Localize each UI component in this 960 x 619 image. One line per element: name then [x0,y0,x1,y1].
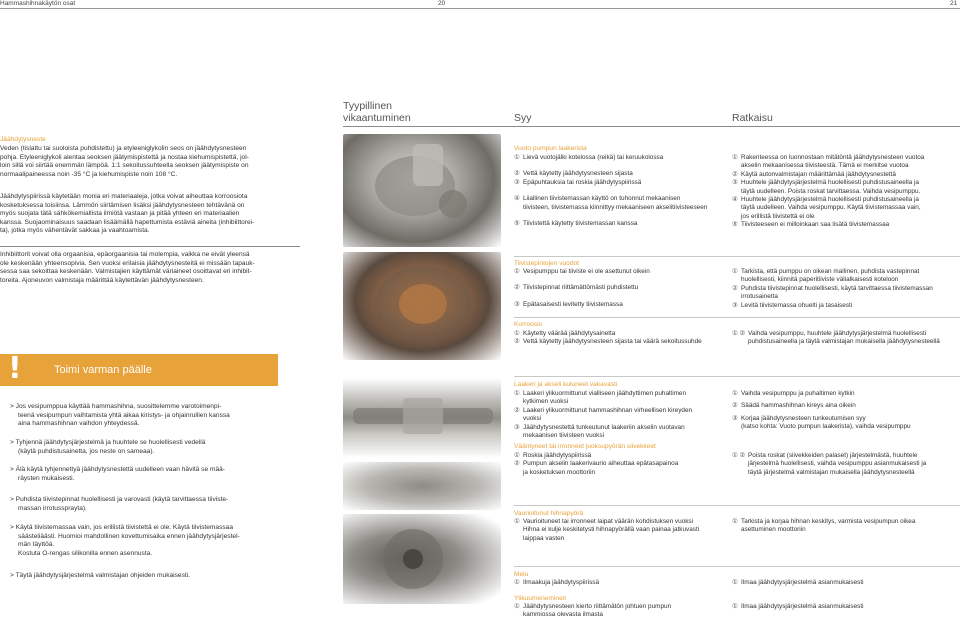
tip-1 [10,403,295,429]
item-text: Epäpuhtauksia tai roskia jäähdytyspiirissä [523,178,642,186]
text-line: loin sillä voi siirtää enemmän lämpöä. 1:1 sekoitussuhteella seoksen jäätymispiste on [0,162,249,170]
text-line: Inhibiittorit voivat olla orgaanisia, epäorgaanisia tai molempia, vaikka ne eivät yleensä [0,251,250,258]
section-rule [514,317,960,318]
item-text: mekaanisen tiivisteen vuoksi [523,432,604,440]
item-number: ① [514,452,520,459]
item-text: huolellisesti, kiinnitä paperitiiviste välialkaisesti koteloon [741,276,899,284]
item-text: Laakeri ylikuormittunut hammashihnan virheellisen kireyden [523,406,693,414]
item-text: Tarkista, että pumppu on oikean mallinen, puhdista vastepinnat [741,268,920,275]
item-number: ① ② [732,330,746,337]
cause-item [514,195,729,212]
shaft-shape [343,378,501,458]
paragraph-rule [0,246,300,247]
exclamation-icon: ! [8,351,22,386]
section-title: Korroosio [514,321,543,328]
item-text: Epätasaisesti levitetty tiivistemassa [523,300,623,308]
solution-item [732,154,960,171]
solution-item [732,330,960,347]
item-text: Rakenteessa on luonnostaan mitätöntä jäähdytysnesteen vuotoa [741,154,925,161]
text-line: Jäähdytyspiirissä käytetään monia eri materiaaleja, jotka voivat aiheuttaa korroosiota [0,193,248,200]
item-text: kammiossa olevasta ilmasta [523,611,603,619]
item-text: täytä uudelleen. Poista roskat tarvittaessa. Vaihda vesipumppu. [741,187,921,195]
section-title: Vääntyneet tai irronneet juoksupyörän siivekkeet [514,443,656,450]
impeller-photo [343,462,501,510]
item-text: Käytetty väärää jäähdytysainetta [523,330,616,337]
cause-item [514,390,729,407]
column-heading-damage-line2: vikaantuminen [343,112,411,124]
tip-2 [10,439,295,456]
item-number: ① [732,518,738,525]
warning-title: Toimi varman päälle [54,364,152,376]
item-number: ③ [514,178,520,186]
pump-housing-shape [343,252,501,360]
item-number: ② [732,284,738,292]
cause-item [514,424,729,441]
text-line: massan irrotussprayta). [18,504,87,512]
item-number: ④ [514,195,520,203]
text-line: Veden (tislattu tai suoloista puhdistettu) ja etyleeniglykolin seos on jäähdytysnesteen [0,145,247,152]
column-heading-damage [343,100,411,124]
item-number: ② [514,170,520,178]
item-text: vuoksi [523,415,542,423]
section-title: Tiivistepintojen vuodot [514,260,579,267]
text-line: pohja. Etyleeniglykoli alentaa seoksen jäätymispistettä ja nostaa kiehumispistettä, jol- [0,153,249,161]
item-text: Ilmaakuja jäähdytyspiirissä [523,579,600,586]
item-number: ③ [732,179,738,187]
text-line: sessa saa sekoittaa keskenään. Valmistajien käyttämät väriaineet osoittavat eri inhibit- [0,268,252,276]
item-number: ① [732,390,738,397]
item-number: ② [514,406,520,414]
tip-5 [10,524,295,558]
solution-list [732,154,960,230]
item-number: ④ [732,196,738,204]
item-text: puhdistusaineella ja täytä valmistajan mukaisella jäähdytysnesteellä [748,338,940,346]
item-text: jos erillistä tiivistettä ei ole [741,212,815,220]
cause-item [514,579,729,587]
item-text: Levitä tiivistemassa ohuelti ja tasaisesti [741,301,853,309]
text-line: > Älä käytä tyhjennettyä jäähdytysnestettä uudelleen vaan hävitä se mää- [10,466,225,473]
cause-item [514,407,729,424]
solution-item [732,415,960,432]
cause-item [514,154,729,162]
item-number: ② [514,460,520,468]
item-text: Vesipumppu tai tiiviste ei ole asettunut oikein [523,268,650,275]
solution-list [732,268,960,310]
shaft-wear-photo [343,378,501,458]
text-line: teenä vesipumpun vaihtamista yhtä aikaa kiristys- ja ohjainrullien kanssa [18,411,230,419]
item-text: Vaurioituneet tai irronneet laipat väärän kohdistuksen vuoksi [523,518,694,525]
cause-item [514,518,729,543]
cause-item [514,603,729,619]
item-number: ① [732,268,738,275]
solution-item [732,171,960,179]
header-rule [0,8,960,9]
item-number: ⑤ [732,221,738,229]
water-pump-leak-photo [343,134,501,247]
solution-item [732,452,960,477]
item-text: asettuminen moottoriin [741,526,806,534]
text-line: > Puhdista tiivistepinnat huolellisesti ja varovasti (käytä tarvittaessa tiiviste- [10,496,229,503]
solution-item [732,518,960,535]
section-title: Ylikuumeneminen [514,595,567,602]
item-number: ② [732,402,738,410]
solution-list [732,518,960,535]
item-text: ja kosketuksen moottoriin [523,468,596,476]
item-text: Huuhtele jäähdytysjärjestelmä huolellisesti puhdistusaineella ja [741,196,919,204]
cause-item [514,179,729,187]
text-line: myös suojata tätä sähkökemiallista ilmiötä vastaan ja pitää yhteen eri materiaalien [0,210,240,218]
item-text: Laakeri ylikuormittunut vialliseen jäähdyttimen puhaltimen [523,390,687,397]
pulley-shape [343,514,501,604]
item-number: ① ② [732,452,746,459]
item-text: järjestelmä huolellisesti, vaihda vesipumppu asianmukaisesti ja [748,460,927,468]
solution-list [732,452,960,477]
item-number: ① [514,330,520,337]
text-line: kosketuksessa toisiinsa. Lämmön siirtämisen lisäksi jäähdytysnesteen tehtävänä on [0,201,245,209]
item-number: ① [732,154,738,161]
solution-list [732,603,960,611]
item-text: akselin mekaanisessa tiivisteestä. Tämä ei merkitse vuotoa [741,162,909,170]
item-text: Poista roskat (siivekkeiden palaset) järjestelmästä, huuhtele [748,452,918,459]
section-title: Melu [514,571,529,578]
cause-item [514,330,729,338]
item-text: Hihna ei kulje keskitetysti hihnapyörällä vaan painaa jatkuvasti [523,526,700,534]
page-number-left: 20 [438,0,446,7]
solution-item [732,302,960,310]
pulley-damage-photo [343,514,501,604]
solution-item [732,196,960,221]
solution-item [732,179,960,196]
cause-item [514,284,729,292]
coolant-paragraph-2 [0,193,290,236]
running-header-title: Hammashihnakäytön osat [0,0,76,7]
text-line: Kostuta O-rengas silikonilla ennen asennusta. [18,549,153,557]
text-line: > Jos vesipumppua käyttää hammashihna, suosittelemme varotoimenpi- [10,403,222,410]
column-heading-solution: Ratkaisu [732,112,773,124]
item-number: ③ [732,414,738,422]
solution-list [732,330,960,347]
item-text: laippaa vasten [523,534,565,542]
cause-item [514,268,729,276]
item-text: Säädä hammashihnan kireys aina oikein [741,402,856,410]
solution-item [732,221,960,229]
cause-item [514,220,729,228]
item-text: Roskia jäähdytyspiirissä [523,452,592,459]
item-text: Vaihda vesipumppu, huuhtele jäähdytysjärjestelmä huolellisesti [748,330,927,337]
solution-list [732,390,960,432]
page-number-right: 21 [950,0,958,7]
item-text: Jäähdytysnestettä tunkeutunut laakeriin akselin vuotavan [523,423,685,431]
item-number: ① [514,579,520,586]
cause-item [514,301,729,309]
item-text: täytä järjestelmä valmistajan mukaisella jäähdytysnesteellä [748,468,915,476]
item-number: ① [732,603,738,610]
text-line: (käytä puhdistusainetta, jos neste on sameaa). [18,447,155,455]
solution-item [732,390,960,398]
text-line: räysten mukaisesti. [18,474,75,482]
item-text: Jäähdytysnesteen kierto riittämätön johtuen pumpun [523,603,672,610]
item-text: Puhdista tiivistepinnat huolellisesti, käytä tarvittaessa tiivistemassan [741,284,933,292]
item-text: Tiivisteeseen ei milloinkaan saa lisätä tiivistemassaa [741,221,890,229]
section-title: Vuoto pumpun laakerista [514,145,587,152]
item-text: Ilmaa jäähdytysjärjestelmä asianmukaisesti [741,579,864,586]
solution-list [732,579,960,587]
coolant-heading: Jäähdytysneste [0,136,46,143]
item-text: Vaihda vesipumppu ja puhaltimen kytkin [741,390,855,397]
cause-list [514,579,729,587]
item-text: Käytä autonvalmistajan määrittämää jäähdytysnestettä [741,170,896,178]
item-text: Vettä käytetty jäähdytysnesteen sijasta tai väärä sekoitussuhde [523,338,702,346]
tip-6 [10,572,295,581]
item-number: ⑤ [514,220,520,228]
item-text: irrotusainetta [741,293,778,301]
item-number: ② [514,338,520,346]
text-line: > Tyhjennä jäähdytysjärjestelmä ja huuhtele se huolellisesti vedellä [10,439,206,446]
item-number: ① [514,268,520,275]
text-line: toreita. Ajoneuvon valmistaja määrittää käytettävän jäähdytysnesteen. [0,276,204,284]
item-number: ① [732,579,738,586]
item-number: ① [514,154,520,161]
item-text: Tiivistepinnat riittämättömästi puhdistettu [523,284,639,292]
cause-item [514,460,729,477]
solution-item [732,579,960,587]
item-text: Korjaa jäähdytysnesteen tunkeutumisen syy [741,414,866,422]
text-line: säästeliäästi. Huomioi mahdollinen kovettumisaika ennen jäähdytysjärjestel- [18,532,240,540]
item-text: Huuhtele jäähdytysjärjestelmä huolellisesti puhdistusaineella ja [741,179,919,187]
cause-list [514,518,729,543]
cause-item [514,452,729,460]
cause-item [514,338,729,346]
item-number: ① [514,518,520,525]
text-line: kanssa. Suojaominaisuus saadaan lisäämällä hapettumista estäviä aineita (inhibiittorei- [0,218,255,226]
item-text: kytkimen vuoksi [523,398,569,406]
item-text: (katso kohta: Vuoto pumpun laakerista), vaihda vesipumppu [741,423,911,431]
tip-4 [10,496,295,513]
cause-list [514,330,729,347]
solution-item [732,603,960,611]
coolant-paragraph-3 [0,251,290,285]
text-line: ta), jotka myös vähentävät sakkaa ja vaahtoamista. [0,227,150,235]
section-title: Laakeri ja akseli kuluneet vakavasti [514,381,618,388]
section-rule [514,566,960,567]
item-number: ③ [514,300,520,308]
text-line: > Täytä jäähdytysjärjestelmä valmistajan ohjeiden mukaisesti. [10,572,191,579]
tip-3 [10,466,295,483]
item-text: Pumpun akselin laakerivaurio aiheuttaa epätasapainoa [523,460,679,468]
text-line: ole keskenään yhteensopivia. Sen vuoksi erilaisia jäähdytysnesteitä ei missään tapauk- [0,259,255,267]
item-text: tiivisteen, tiivistemassa kiinnittyy mekaaniseen akselitiivisteeseen [523,203,708,211]
item-number: ② [514,284,520,292]
cause-list [514,603,729,619]
text-line: > Käytä tiivistemassaa vain, jos erillistä tiivistettä ei ole. Käytä tiivistemassaa [10,524,233,531]
cause-list [514,154,729,228]
section-rule [514,376,960,377]
item-text: Lievä vuotojälki kotelossa (reikä) tai keruukolossa [523,154,664,161]
coolant-paragraph-1 [0,145,290,179]
column-heading-damage-line1: Tyypillinen [343,100,393,112]
cause-list [514,390,729,440]
item-text: Ilmaa jäähdytysjärjestelmä asianmukaisesti [741,603,864,610]
cause-list [514,452,729,477]
cause-list [514,268,729,309]
item-text: Liiallinen tiivistemassan käyttö on tuhonnut mekaanisen [523,195,681,203]
item-number: ③ [732,301,738,309]
text-line: män täyttöä. [18,541,55,549]
solution-item [732,268,960,285]
text-line: normaalipaineessa noin -35 °C ja kiehumispiste noin 108 °C. [0,170,178,178]
cause-item [514,170,729,178]
item-number: ③ [514,423,520,431]
column-heading-cause: Syy [514,112,532,124]
item-text: Vettä käytetty jäähdytysnesteen sijasta [523,170,633,178]
item-number: ① [514,390,520,397]
section-rule [514,505,960,506]
column-heading-rule [343,126,960,127]
solution-item [732,285,960,302]
solution-item [732,402,960,410]
gasket-leak-photo [343,252,501,360]
item-text: täytä uudelleen. Vaihda vesipumppu. Käytä tiivistemassaa vain, [741,204,921,212]
section-title: Vaurioitunut hihnapyörä [514,510,584,517]
text-line: aina hammashihnan vaihdon yhteydessä. [18,420,140,428]
section-rule [514,256,960,257]
item-number: ② [732,170,738,178]
item-text: Tiivistettä käytetty tiivistemassan kanssa [523,220,638,228]
water-pump-shape [343,134,501,247]
item-text: Tarkista ja korjaa hihnan keskitys, varmista vesipumpun oikea [741,518,916,525]
item-number: ① [514,603,520,610]
